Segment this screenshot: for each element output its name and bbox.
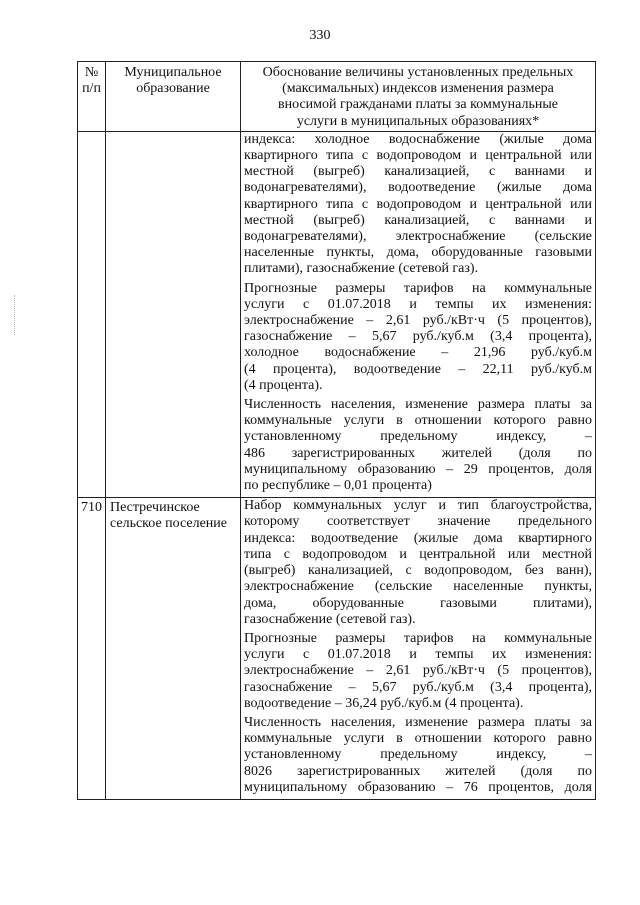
- justification-text-line: Численность населения, изменение размера платы за: [244, 397, 592, 413]
- justification-paragraph: [244, 631, 592, 712]
- justification-paragraph: [244, 498, 592, 628]
- justification-text-line: индекса: водоотведение (жилые дома квартирного: [244, 530, 592, 546]
- table-row: [78, 498, 596, 800]
- justification-text-line: муниципальному образованию – 29 процентов, доля: [244, 461, 592, 477]
- header-justification-line: (максимальных) индексов изменения размера: [282, 81, 554, 97]
- justification-text-line: населенные пункты, дома, оборудованные газовыми: [244, 245, 592, 261]
- justification-paragraph: [244, 715, 592, 796]
- header-justification: [241, 62, 596, 132]
- justification-paragraph: [244, 132, 592, 278]
- justification-text-line: местной (выгреб) канализацией, с ваннами и: [244, 212, 592, 228]
- row-justification: [241, 131, 596, 497]
- municipality-name-line: сельское поселение: [110, 516, 227, 532]
- justification-paragraph: [244, 397, 592, 494]
- justification-text-line: электроснабжение – 2,61 руб./кВт·ч (5 процентов),: [244, 313, 592, 329]
- page-number: 330: [309, 28, 331, 43]
- justification-text-line: установленному предельному индексу, –: [244, 429, 592, 445]
- justification-text-line: индекса: холодное водоснабжение (жилые дома: [244, 131, 592, 147]
- justification-text-line: которому соответствует значение предельного: [244, 514, 592, 530]
- header-municipality-line1: Муниципальное: [124, 65, 222, 80]
- header-justification-line: вносимой гражданами платы за коммунальные: [278, 97, 558, 113]
- header-justification-line: услуги в муниципальных образованиях*: [296, 113, 540, 129]
- justification-text-line: водоотведение – 36,24 руб./куб.м (4 процента).: [244, 695, 524, 711]
- justification-text-line: типа с водопроводом и центральной или местной: [244, 546, 592, 562]
- justification-text-line: Прогнозные размеры тарифов на коммунальные: [244, 280, 592, 296]
- justification-text-line: водонагревателями), водоотведение (жилые дома: [244, 180, 592, 196]
- justification-text-line: услуги с 01.07.2018 и темпы их изменения:: [244, 296, 592, 312]
- justification-text-line: по республике – 0,01 процента): [244, 478, 432, 494]
- header-number-line2: п/п: [82, 81, 101, 97]
- justification-text-line: коммунальные услуги в отношении которого равно: [244, 731, 592, 747]
- justification-text-line: (4 процента).: [244, 377, 323, 393]
- municipality-name-line: Пестречинское: [110, 500, 200, 516]
- header-number-line1: №: [84, 65, 99, 80]
- tariff-index-table: [77, 61, 596, 800]
- row-number: [78, 131, 106, 497]
- justification-text-line: дома, оборудованные газовыми плитами),: [244, 595, 592, 611]
- justification-text-line: коммунальные услуги в отношении которого равно: [244, 413, 592, 429]
- justification-text-line: электроснабжение – 2,61 руб./кВт·ч (5 процентов),: [244, 663, 592, 679]
- margin-mark: [14, 295, 16, 335]
- row-number: 710: [78, 498, 106, 800]
- justification-text-line: (4 процента), водоотведение – 22,11 руб./куб.м: [244, 361, 592, 377]
- justification-text-line: Набор коммунальных услуг и тип благоустройства,: [244, 498, 592, 514]
- justification-text-line: квартирного типа с водопроводом и центральной или: [244, 196, 592, 212]
- row-justification: [241, 498, 596, 800]
- header-number: [78, 62, 106, 132]
- justification-paragraph: [244, 281, 592, 394]
- justification-text-line: 8026 зарегистрированных жителей (доля по: [244, 763, 592, 779]
- justification-text-line: газоснабжение – 5,67 руб./куб.м (3,4 процента),: [244, 329, 592, 345]
- justification-text-line: местной (выгреб) канализацией, с ваннами и: [244, 164, 592, 180]
- justification-text-line: 486 зарегистрированных жителей (доля по: [244, 445, 592, 461]
- justification-text-line: газоснабжение (сетевой газ).: [244, 611, 416, 627]
- justification-text-line: квартирного типа с водопроводом и центральной или: [244, 148, 592, 164]
- justification-text-line: плитами), газоснабжение (сетевой газ).: [244, 261, 479, 277]
- justification-text-line: водонагревателями), электроснабжение (сельские: [244, 229, 592, 245]
- justification-text-line: (выгреб) канализацией, с водопроводом, без ванн),: [244, 563, 592, 579]
- header-municipality-line2: образование: [136, 81, 210, 97]
- header-justification-line: Обоснование величины установленных предельных: [262, 65, 574, 80]
- justification-text-line: газоснабжение – 5,67 руб./куб.м (3,4 процента),: [244, 679, 592, 695]
- header-municipality: [106, 62, 241, 132]
- justification-text-line: электроснабжение (сельские населенные пункты,: [244, 579, 592, 595]
- table-header-row: [78, 62, 596, 132]
- row-municipality: [106, 498, 241, 800]
- justification-text-line: Прогнозные размеры тарифов на коммунальные: [244, 630, 592, 646]
- justification-text-line: холодное водоснабжение – 21,96 руб./куб.м: [244, 345, 592, 361]
- justification-text-line: установленному предельному индексу, –: [244, 747, 592, 763]
- table-row: [78, 131, 596, 497]
- justification-text-line: муниципальному образованию – 76 процентов, доля: [244, 779, 592, 795]
- justification-text-line: услуги с 01.07.2018 и темпы их изменения:: [244, 647, 592, 663]
- justification-text-line: Численность населения, изменение размера платы за: [244, 714, 592, 730]
- row-municipality: [106, 131, 241, 497]
